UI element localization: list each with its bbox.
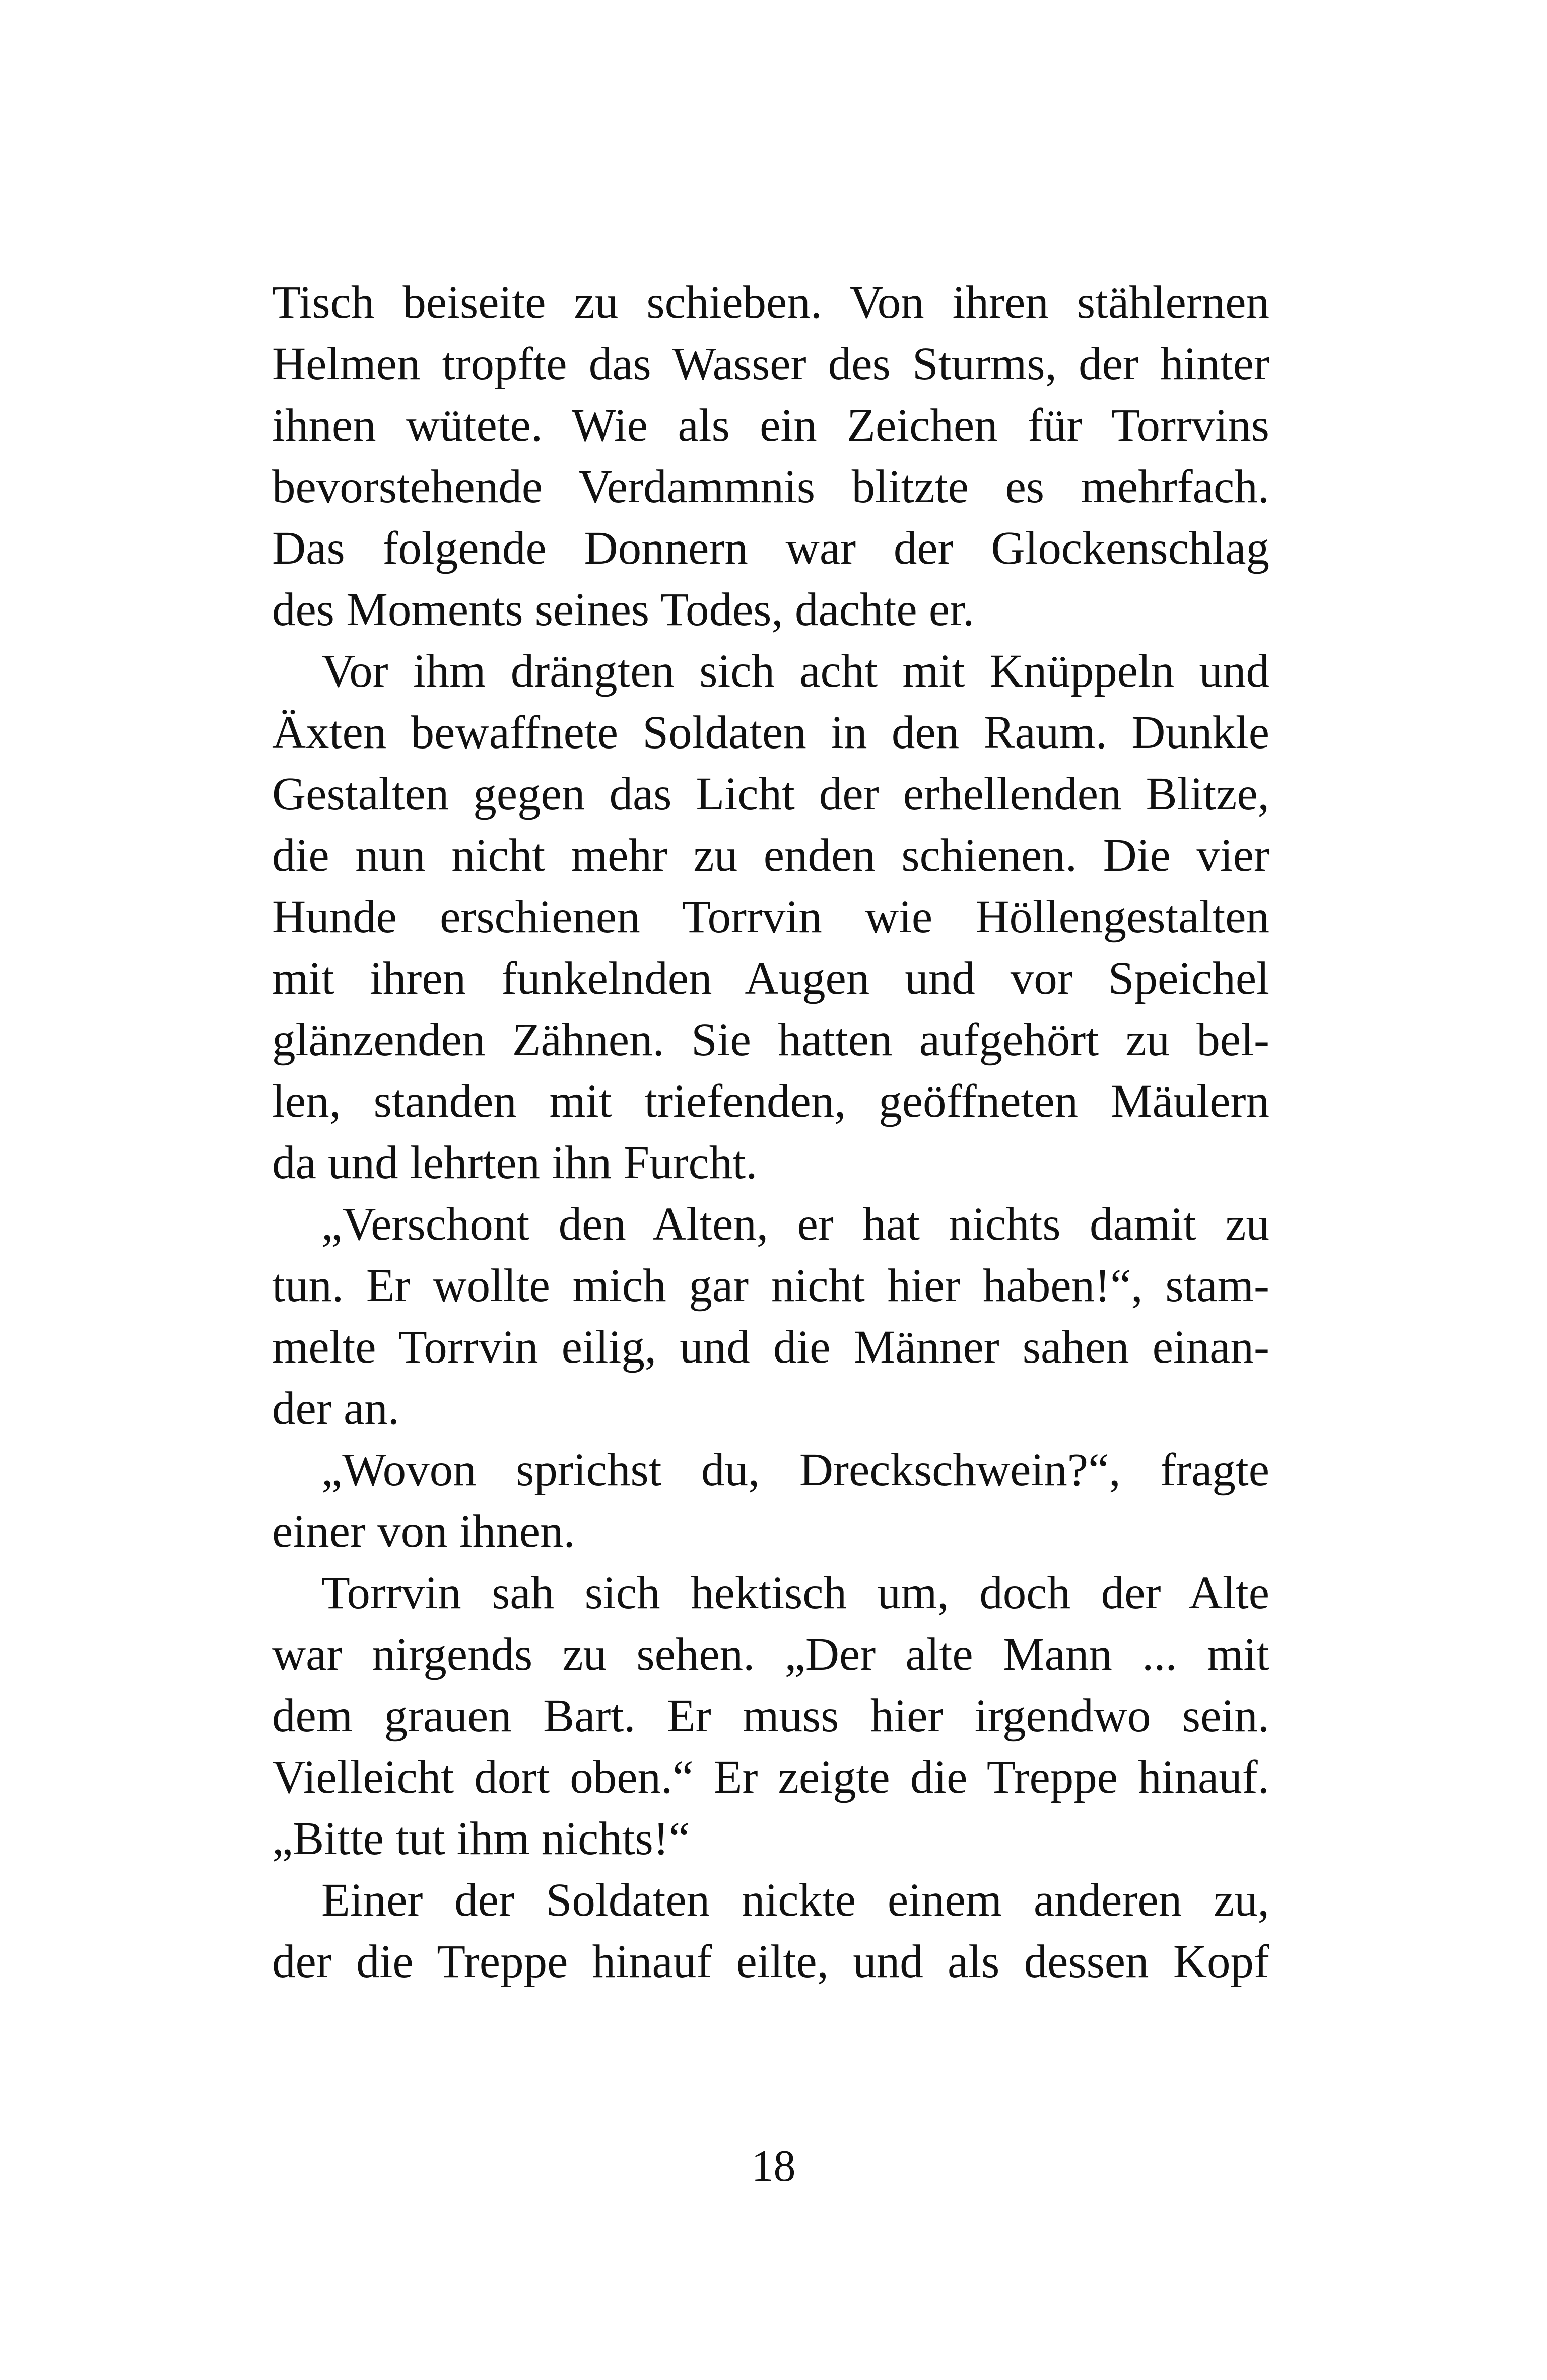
text-line: einer von ihnen. [272, 1506, 575, 1557]
text-line: „Wovon sprichst du, Dreckschwein?“, fragte [321, 1444, 1269, 1496]
text-line: Tisch beiseite zu schieben. Von ihren stählernen [272, 277, 1269, 328]
paragraph [272, 1440, 1269, 1562]
text-line: len, standen mit triefenden, geöffneten Mäulern [272, 1075, 1269, 1127]
text-line: glänzenden Zähnen. Sie hatten aufgehört zu bel- [272, 1014, 1269, 1066]
text-line: melte Torrvin eilig, und die Männer sahen einan- [272, 1321, 1269, 1373]
text-line: mit ihren funkelnden Augen und vor Speichel [272, 953, 1269, 1004]
page-number: 18 [751, 2142, 796, 2191]
text-line: Helmen tropfte das Wasser des Sturms, der hinter [272, 338, 1269, 390]
paragraph [272, 1194, 1269, 1440]
text-line: Vor ihm drängten sich acht mit Knüppeln und [321, 645, 1269, 697]
text-line: die nun nicht mehr zu enden schienen. Die vier [272, 830, 1269, 881]
text-line: der an. [272, 1383, 400, 1435]
paragraph [272, 1562, 1269, 1870]
text-line: ihnen wütete. Wie als ein Zeichen für Torrvins [272, 399, 1269, 451]
text-line: Vielleicht dort oben.“ Er zeigte die Treppe hinauf. [272, 1751, 1269, 1803]
text-line: Hunde erschienen Torrvin wie Höllengestalten [272, 891, 1269, 943]
body-text [272, 272, 1269, 1993]
text-line: Einer der Soldaten nickte einem anderen zu, [321, 1874, 1269, 1926]
text-line: Torrvin sah sich hektisch um, doch der Alte [321, 1567, 1269, 1619]
text-line: Äxten bewaffnete Soldaten in den Raum. Dunkle [272, 707, 1269, 759]
text-line: der die Treppe hinauf eilte, und als dessen Kopf [272, 1936, 1269, 1988]
text-line: des Moments seines Todes, dachte er. [272, 584, 975, 636]
paragraph [272, 1870, 1269, 1993]
paragraph [272, 641, 1269, 1194]
text-line: „Bitte tut ihm nichts!“ [272, 1813, 690, 1865]
text-line: tun. Er wollte mich gar nicht hier haben!“, stam- [272, 1260, 1269, 1312]
text-line: Gestalten gegen das Licht der erhellenden Blitze, [272, 768, 1269, 820]
text-line: dem grauen Bart. Er muss hier irgendwo sein. [272, 1690, 1269, 1742]
text-line: bevorstehende Verdammnis blitzte es mehrfach. [272, 461, 1269, 513]
text-line: war nirgends zu sehen. „Der alte Mann ... mit [272, 1628, 1269, 1680]
text-line: „Verschont den Alten, er hat nichts damit zu [321, 1198, 1269, 1250]
text-line: da und lehrten ihn Furcht. [272, 1137, 758, 1189]
text-line: Das folgende Donnern war der Glockenschlag [272, 522, 1269, 574]
paragraph [272, 272, 1269, 641]
